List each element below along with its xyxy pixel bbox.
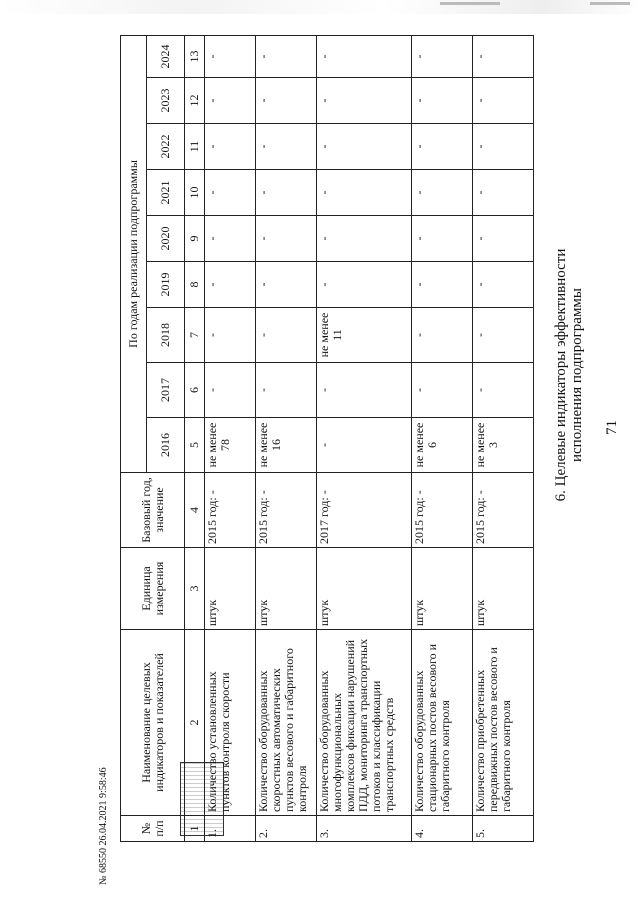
row-value: - — [256, 262, 317, 308]
column-number: 12 — [185, 78, 205, 124]
header-year: 2020 — [147, 216, 185, 262]
row-value: - — [473, 124, 534, 170]
row-value: - — [256, 170, 317, 216]
column-number: 10 — [185, 170, 205, 216]
header-base: Базовый год, значение — [121, 473, 185, 548]
row-value: - — [473, 216, 534, 262]
row-value: - — [205, 170, 256, 216]
row-value: не менее 3 — [473, 418, 534, 473]
row-value: - — [473, 363, 534, 418]
row-value: - — [473, 35, 534, 77]
header-year: 2022 — [147, 124, 185, 170]
row-unit: штук — [317, 548, 412, 630]
column-number: 11 — [185, 124, 205, 170]
row-value: - — [256, 35, 317, 77]
header-year: 2018 — [147, 308, 185, 363]
column-number: 2 — [185, 630, 205, 816]
row-base: 2015 год: - — [473, 473, 534, 548]
row-value: - — [317, 363, 412, 418]
row-unit: штук — [256, 548, 317, 630]
row-value: - — [256, 124, 317, 170]
row-value: - — [205, 308, 256, 363]
header-year: 2021 — [147, 170, 185, 216]
row-value: - — [205, 78, 256, 124]
row-value: - — [205, 216, 256, 262]
header-year: 2024 — [147, 35, 185, 77]
row-value: - — [317, 170, 412, 216]
row-value: не менее 6 — [412, 418, 473, 473]
title-line-2: исполнения подпрограммы — [569, 287, 585, 463]
row-base: 2015 год: - — [256, 473, 317, 548]
indicators-table — [120, 35, 534, 842]
row-unit: штук — [205, 548, 256, 630]
row-value: - — [412, 35, 473, 77]
row-value: - — [412, 170, 473, 216]
row-unit: штук — [473, 548, 534, 630]
row-value: - — [473, 170, 534, 216]
document-id: № 68550 26.04.2021 9:58:46 — [98, 767, 109, 885]
column-number: 1 — [185, 816, 205, 842]
row-value: - — [256, 78, 317, 124]
row-value: - — [473, 262, 534, 308]
row-value: - — [412, 216, 473, 262]
row-value: не менее 11 — [317, 308, 412, 363]
column-number: 6 — [185, 363, 205, 418]
header-years-group: По годам реализации подпрограммы — [121, 35, 147, 472]
row-value: не менее 78 — [205, 418, 256, 473]
column-number: 7 — [185, 308, 205, 363]
row-name: Количество установленных пунктов контроля скорости — [205, 630, 256, 816]
row-value: - — [412, 363, 473, 418]
row-base: 2015 год: - — [412, 473, 473, 548]
header-year: 2016 — [147, 418, 185, 473]
row-value: - — [317, 78, 412, 124]
row-base: 2017 год: - — [317, 473, 412, 548]
header-num: № п/п — [121, 816, 185, 842]
row-value: - — [412, 124, 473, 170]
row-value: - — [317, 262, 412, 308]
header-unit: Единица измерения — [121, 548, 185, 630]
table-row — [256, 35, 317, 841]
header-year: 2019 — [147, 262, 185, 308]
header-year: 2023 — [147, 78, 185, 124]
table-row — [473, 35, 534, 841]
row-unit: штук — [412, 548, 473, 630]
row-value: - — [317, 35, 412, 77]
row-num: 3. — [317, 816, 412, 842]
row-value: - — [317, 124, 412, 170]
row-name: Количество приобретенных передвижных постов весового и габаритного контроля — [473, 630, 534, 816]
row-value: - — [412, 78, 473, 124]
row-value: - — [473, 308, 534, 363]
section-title — [553, 95, 585, 655]
row-value: не менее 16 — [256, 418, 317, 473]
row-value: - — [317, 216, 412, 262]
column-number: 8 — [185, 262, 205, 308]
column-number: 13 — [185, 35, 205, 77]
row-num: 4. — [412, 816, 473, 842]
table-row — [317, 35, 412, 841]
column-number: 5 — [185, 418, 205, 473]
table-row — [205, 35, 256, 841]
row-value: - — [205, 124, 256, 170]
row-value: - — [412, 308, 473, 363]
page-number: 71 — [604, 420, 620, 435]
row-base: 2015 год: - — [205, 473, 256, 548]
row-value: - — [256, 216, 317, 262]
column-number: 4 — [185, 473, 205, 548]
row-name: Количество оборудованных скоростных автоматических пунктов весового и габаритного контроля — [256, 630, 317, 816]
header-name: Наименование целевых индикаторов и показателей — [121, 630, 185, 816]
row-value: - — [473, 78, 534, 124]
row-value: - — [205, 35, 256, 77]
row-value: - — [256, 363, 317, 418]
column-number: 3 — [185, 548, 205, 630]
row-value: - — [205, 363, 256, 418]
row-value: - — [205, 262, 256, 308]
table-row — [412, 35, 473, 841]
row-value: - — [412, 262, 473, 308]
header-year: 2017 — [147, 363, 185, 418]
row-num: 1. — [205, 816, 256, 842]
row-name: Количество оборудованных многофункциональных комплексов фиксации нарушений ПДД, мониторинга транспортных потоков и классификации транспортных средств — [317, 630, 412, 816]
row-num: 2. — [256, 816, 317, 842]
title-line-1: 6. Целевые индикаторы эффективности — [553, 248, 569, 502]
row-num: 5. — [473, 816, 534, 842]
row-value: - — [317, 418, 412, 473]
column-number: 9 — [185, 216, 205, 262]
row-name: Количество оборудованных стационарных постов весового и габаритного контроля — [412, 630, 473, 816]
row-value: - — [256, 308, 317, 363]
